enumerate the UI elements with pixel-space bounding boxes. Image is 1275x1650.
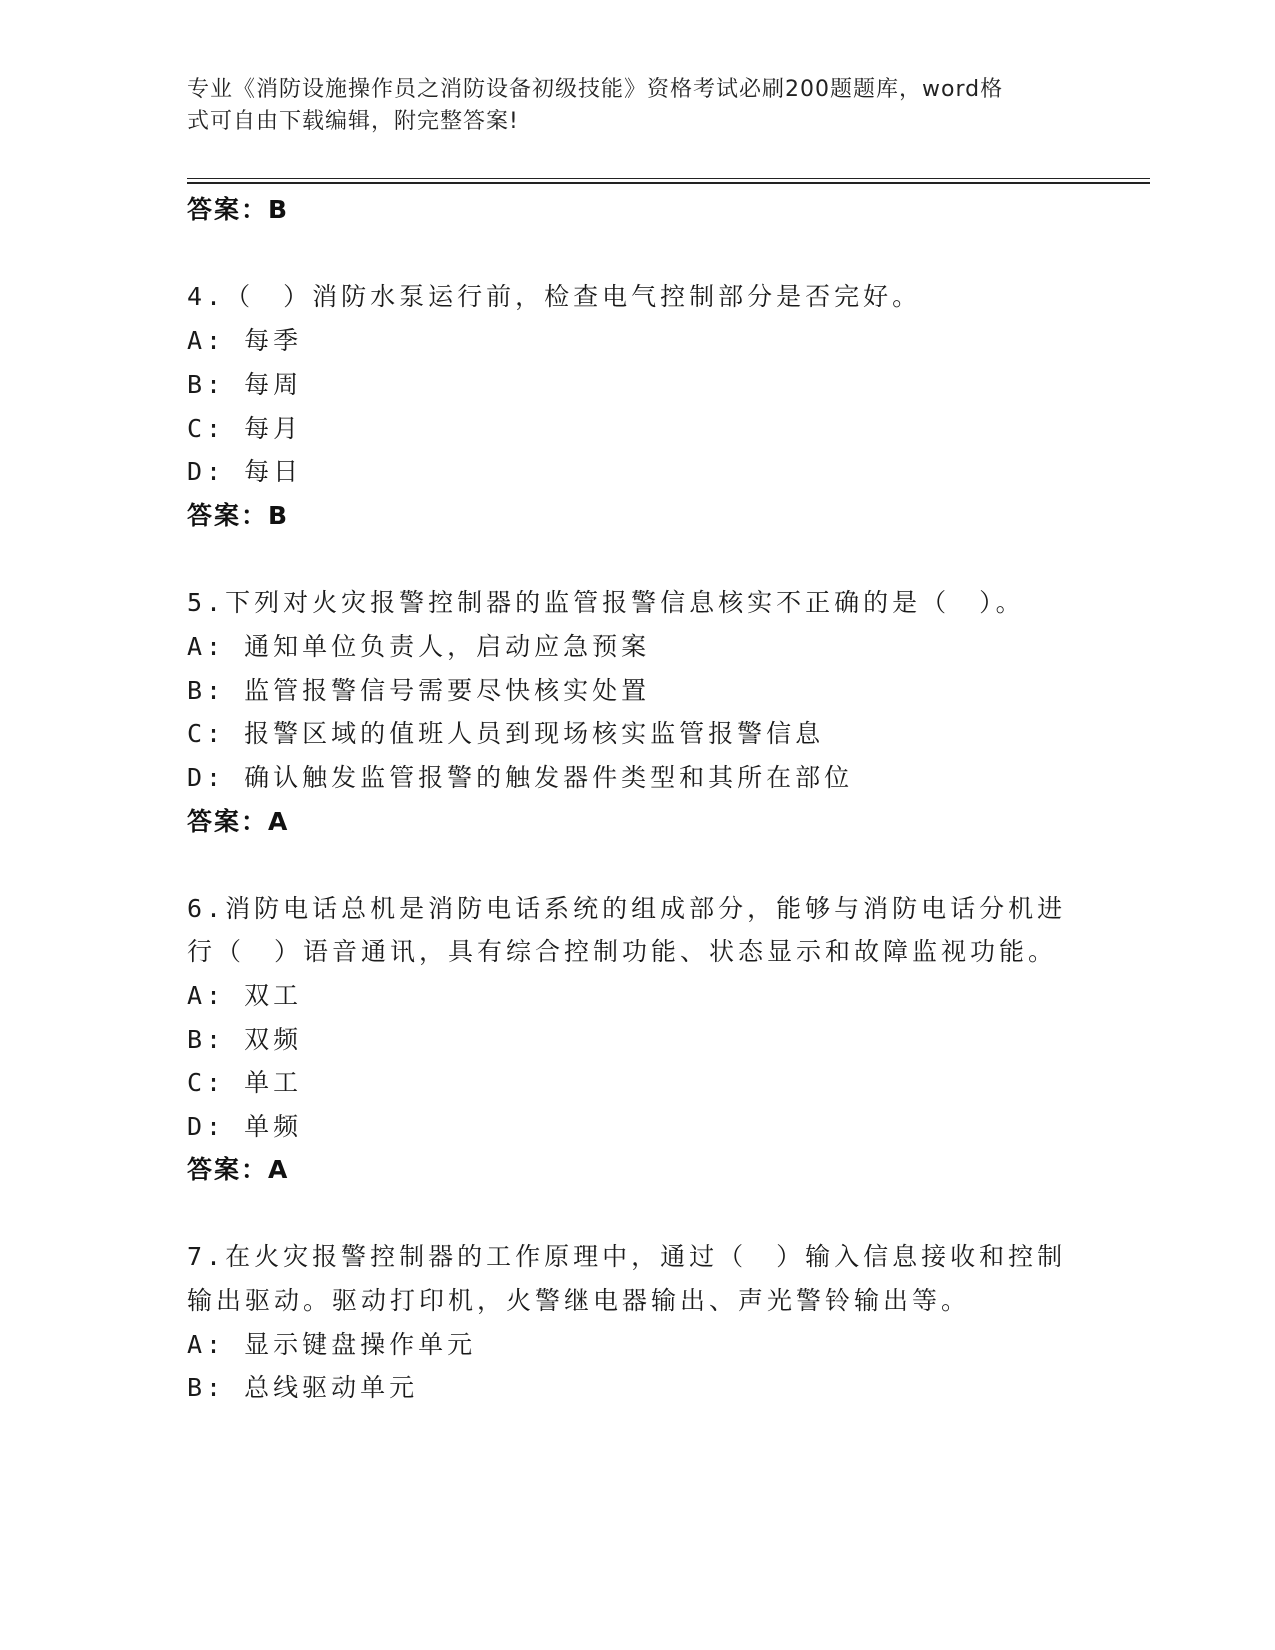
- answer-line: 答案：B: [187, 501, 290, 530]
- option-a: A: 通知单位负责人，启动应急预案: [187, 632, 651, 661]
- document-header: [187, 74, 1067, 138]
- question-stem: 4.（ ）消防水泵运行前，检查电气控制部分是否完好。: [187, 282, 922, 311]
- option-b: B: 总线驱动单元: [187, 1373, 419, 1402]
- option-a: A: 显示键盘操作单元: [187, 1330, 477, 1359]
- header-divider-thin: [187, 178, 1150, 179]
- option-c: C: 单工: [187, 1068, 303, 1097]
- question-stem: 5.下列对火灾报警控制器的监管报警信息核实不正确的是（ ）。: [187, 588, 1025, 617]
- option-c: C: 每月: [187, 414, 303, 443]
- option-a: A: 每季: [187, 326, 303, 355]
- question-stem: 6.消防电话总机是消防电话系统的组成部分，能够与消防电话分机进: [187, 894, 1067, 923]
- option-c: C: 报警区域的值班人员到现场核实监管报警信息: [187, 719, 825, 748]
- option-d: D: 确认触发监管报警的触发器件类型和其所在部位: [187, 763, 854, 792]
- header-line-1: 专业《消防设施操作员之消防设备初级技能》资格考试必刷200题题库，word格: [187, 77, 1004, 102]
- answer-line: 答案：B: [187, 195, 290, 224]
- question-stem-continued: 行（ ）语音通讯，具有综合控制功能、状态显示和故障监视功能。: [187, 937, 1058, 966]
- header-divider-thick: [187, 182, 1150, 184]
- option-d: D: 每日: [187, 457, 303, 486]
- option-d: D: 单频: [187, 1112, 303, 1141]
- header-line-2: 式可自由下载编辑，附完整答案!: [187, 109, 519, 134]
- question-stem: 7.在火灾报警控制器的工作原理中，通过（ ）输入信息接收和控制: [187, 1242, 1067, 1271]
- answer-line: 答案：A: [187, 807, 290, 836]
- option-a: A: 双工: [187, 981, 303, 1010]
- option-b: B: 每周: [187, 370, 303, 399]
- question-stem-continued: 输出驱动。驱动打印机，火警继电器输出、声光警铃输出等。: [187, 1286, 971, 1315]
- answer-line: 答案：A: [187, 1155, 290, 1184]
- option-b: B: 监管报警信号需要尽快核实处置: [187, 676, 651, 705]
- option-b: B: 双频: [187, 1025, 303, 1054]
